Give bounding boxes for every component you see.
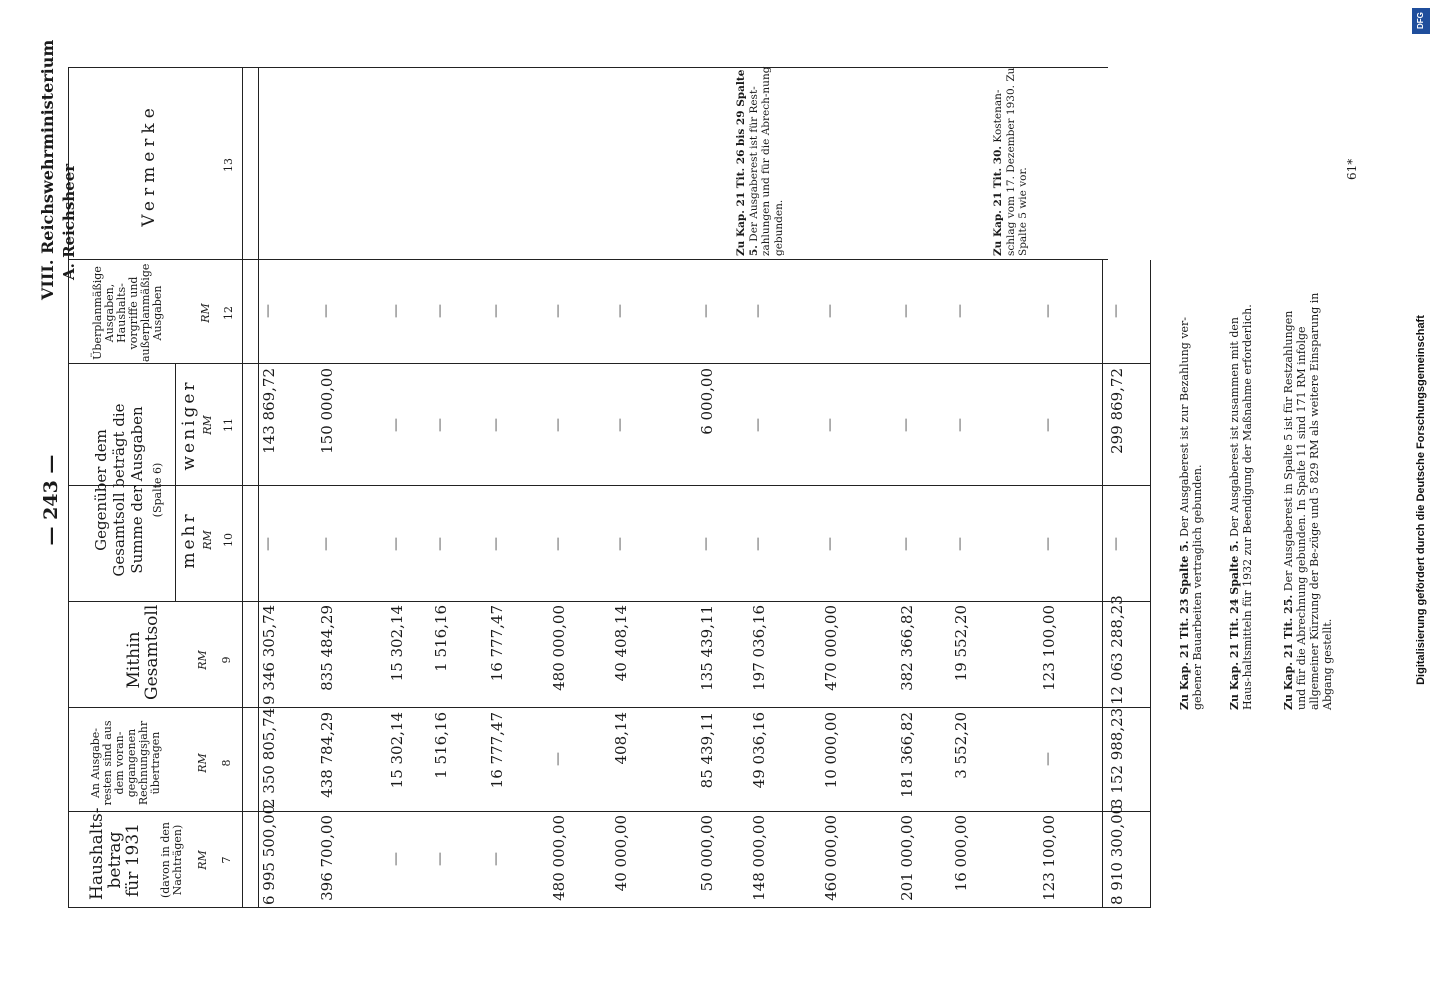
row-1-c7-cell: 6 995 500,00 xyxy=(260,804,278,905)
row-4-c12-cell: — xyxy=(432,304,448,318)
row-9-c10-cell: — xyxy=(750,537,766,551)
row-8-c9-cell: 135 439,11 xyxy=(698,605,716,691)
col10-unit: RM xyxy=(201,530,214,550)
row-2-c12-cell: — xyxy=(318,304,334,318)
remark-text: Kostenan-schlag vom 17. Dezember 1930. Zu Spalte 5 wie vor. xyxy=(992,67,1029,256)
group-split-rule xyxy=(175,485,242,486)
row-9-c9-cell: 197 036,16 xyxy=(750,605,768,691)
col12-number: 12 xyxy=(222,306,235,320)
row-3-c12-cell: — xyxy=(388,304,404,318)
row-7-c8-cell: 408,14 xyxy=(612,712,630,765)
watermark-text: Digitalisierung gefördert durch die Deutsche Forschungsgemeinschaft xyxy=(1415,315,1427,685)
group-title: Gegenüber dem Gesamtsoll beträgt die Summe der Ausgaben xyxy=(92,403,146,577)
colnum-bottom-rule xyxy=(258,68,259,908)
total-bottom-rule xyxy=(1150,260,1151,908)
remark-tit-26-29 xyxy=(735,66,785,256)
row-1-c11-cell: 143 869,72 xyxy=(260,368,278,454)
total-c8-cell: 3 152 988,23 xyxy=(1108,707,1126,808)
row-6-c12-cell: — xyxy=(550,304,566,318)
row-3-c10-cell: — xyxy=(388,537,404,551)
row-11-c10-cell: — xyxy=(898,537,914,551)
row-9-c12-cell: — xyxy=(750,304,766,318)
col11-title: weniger xyxy=(179,379,199,471)
col10-number: 10 xyxy=(222,533,235,547)
column-rule xyxy=(68,67,1108,68)
dfg-logo: DFG xyxy=(1412,8,1430,34)
row-3-c8-cell: 15 302,14 xyxy=(388,712,406,789)
row-4-c10-cell: — xyxy=(432,537,448,551)
row-6-c9-cell: 480 000,00 xyxy=(550,605,568,691)
row-4-c9-cell: 1 516,16 xyxy=(432,605,450,672)
row-10-c12-cell: — xyxy=(822,304,838,318)
row-7-c12-cell: — xyxy=(612,304,628,318)
row-11-c11-cell: — xyxy=(898,418,914,432)
row-4-c7-cell: — xyxy=(432,852,448,866)
col7-number: 7 xyxy=(220,856,233,864)
row-5-c8-cell: 16 777,47 xyxy=(488,712,506,789)
row-2-c8-cell: 438 784,29 xyxy=(318,712,336,798)
row-11-c9-cell: 382 366,82 xyxy=(898,605,916,691)
row-9-c7-cell: 148 000,00 xyxy=(750,815,768,901)
row-3-c9-cell: 15 302,14 xyxy=(388,605,406,682)
column-rule xyxy=(68,811,1150,812)
row-3-c7-cell: — xyxy=(388,852,404,866)
row-5-c11-cell: — xyxy=(488,418,504,432)
division-title: A. Reichsheer xyxy=(60,163,78,280)
row-7-c10-cell: — xyxy=(612,537,628,551)
col8-title: An Ausgabe-resten sind aus dem voran-gegangenen Rechnungsjahr übertragen xyxy=(89,720,162,806)
col9-number: 9 xyxy=(220,656,233,664)
row-13-c10-cell: — xyxy=(1040,537,1056,551)
row-10-c9-cell: 470 000,00 xyxy=(822,605,840,691)
col12-unit: RM xyxy=(199,303,212,323)
row-12-c7-cell: 16 000,00 xyxy=(952,815,970,892)
col11-number: 11 xyxy=(222,418,235,432)
column-rule xyxy=(68,363,1150,364)
footnote-head: Zu Kap. 21 Tit. 25. xyxy=(1282,594,1295,710)
col9-title: Mithin Gesamtsoll xyxy=(124,604,162,700)
row-13-c11-cell: — xyxy=(1040,418,1056,432)
row-13-c7-cell: 123 100,00 xyxy=(1040,815,1058,901)
col13-title: Vermerke xyxy=(139,103,159,227)
row-6-c11-cell: — xyxy=(550,418,566,432)
row-8-c8-cell: 85 439,11 xyxy=(698,712,716,789)
row-10-c8-cell: 10 000,00 xyxy=(822,712,840,789)
row-2-c10-cell: — xyxy=(318,537,334,551)
col7-sub: (davon in den Nachträgen) xyxy=(159,821,184,899)
row-9-c8-cell: 49 036,16 xyxy=(750,712,768,789)
row-7-c7-cell: 40 000,00 xyxy=(612,815,630,892)
row-9-c11-cell: — xyxy=(750,418,766,432)
footnote-head: Zu Kap. 21 Tit. 24 Spalte 5. xyxy=(1228,540,1241,710)
footnote-text: Der Ausgaberest in Spalte 5 ist für Restzahlungen und für die Abrechnung gebunden. In Spalte 11 sind 171 RM infolge allgemeiner Kürzung der Be-züge und 5 829 RM als weitere Einsparung in Abgang gestellt. xyxy=(1282,292,1334,710)
footnote-text: Der Ausgaberest ist zusammen mit den Haus-haltsmitteln für 1932 zur Beendigung der Maßnahme erforderlich. xyxy=(1228,304,1254,710)
row-6-c8-cell: — xyxy=(550,752,566,766)
row-13-c8-cell: — xyxy=(1040,752,1056,766)
row-6-c7-cell: 480 000,00 xyxy=(550,815,568,901)
remark-tit-30 xyxy=(992,66,1030,256)
row-8-c11-cell: 6 000,00 xyxy=(698,368,716,435)
row-4-c11-cell: — xyxy=(432,418,448,432)
col13-number: 13 xyxy=(222,158,235,172)
row-10-c7-cell: 460 000,00 xyxy=(822,815,840,901)
group-sub: (Spalte 6) xyxy=(151,462,164,518)
row-5-c7-cell: — xyxy=(488,852,504,866)
row-1-c9-cell: 9 346 305,74 xyxy=(260,604,278,705)
total-c9-cell: 12 063 288,23 xyxy=(1108,595,1126,705)
row-8-c12-cell: — xyxy=(698,304,714,318)
row-13-c12-cell: — xyxy=(1040,304,1056,318)
row-7-c11-cell: — xyxy=(612,418,628,432)
row-7-c9-cell: 40 408,14 xyxy=(612,605,630,682)
row-5-c9-cell: 16 777,47 xyxy=(488,605,506,682)
total-c10-cell: — xyxy=(1108,537,1124,551)
row-5-c12-cell: — xyxy=(488,304,504,318)
row-1-c12-cell: — xyxy=(260,304,276,318)
col11-unit: RM xyxy=(201,415,214,435)
row-10-c11-cell: — xyxy=(822,418,838,432)
row-4-c8-cell: 1 516,16 xyxy=(432,712,450,779)
group-divider-rule xyxy=(175,364,176,602)
col7-unit: RM xyxy=(196,850,209,870)
remark-head: Zu Kap. 21 Tit. 30. xyxy=(992,145,1004,256)
column-rule xyxy=(68,907,1150,908)
row-8-c10-cell: — xyxy=(698,537,714,551)
row-1-c8-cell: 2 350 805,74 xyxy=(260,707,278,808)
header-bottom-rule xyxy=(242,68,243,908)
column-rule xyxy=(68,707,1150,708)
table-top-rule xyxy=(68,68,69,908)
col10-title: mehr xyxy=(179,511,199,569)
col7-title: Haushalts-betrag für 1931 xyxy=(87,807,143,900)
remark-text: Der Ausgaberest ist für Rest-zahlungen und für die Abrech-nung gebunden. xyxy=(747,66,785,256)
row-12-c9-cell: 19 552,20 xyxy=(952,605,970,682)
remark-head: Zu Kap. 21 Tit. 26 bis 29 Spalte 5. xyxy=(735,69,760,256)
row-11-c7-cell: 201 000,00 xyxy=(898,815,916,901)
row-2-c9-cell: 835 484,29 xyxy=(318,605,336,691)
col12-title: Überplanmäßige Ausgaben, Haushalts-vorgriffe und außerplanmäßige Ausgaben xyxy=(91,263,164,362)
sheet-mark: 61* xyxy=(1345,158,1359,180)
row-12-c11-cell: — xyxy=(952,418,968,432)
footnote-head: Zu Kap. 21 Tit. 23 Spalte 5. xyxy=(1178,540,1191,710)
footnote-tit-24 xyxy=(1228,290,1254,710)
row-2-c11-cell: 150 000,00 xyxy=(318,368,336,454)
column-rule xyxy=(68,601,1150,602)
row-10-c10-cell: — xyxy=(822,537,838,551)
row-13-c9-cell: 123 100,00 xyxy=(1040,605,1058,691)
total-c7-cell: 8 910 300,00 xyxy=(1108,804,1126,905)
row-12-c8-cell: 3 552,20 xyxy=(952,712,970,779)
footnote-tit-25 xyxy=(1282,290,1334,710)
row-8-c7-cell: 50 000,00 xyxy=(698,815,716,892)
footnote-text: Der Ausgaberest ist zur Bezahlung ver-gebener Bauarbeiten vertraglich gebunden. xyxy=(1178,316,1204,710)
row-11-c8-cell: 181 366,82 xyxy=(898,712,916,798)
watermark-strip xyxy=(1408,0,1434,1000)
row-1-c10-cell: — xyxy=(260,537,276,551)
col8-number: 8 xyxy=(220,759,233,767)
row-6-c10-cell: — xyxy=(550,537,566,551)
row-12-c12-cell: — xyxy=(952,304,968,318)
col8-unit: RM xyxy=(196,753,209,773)
row-11-c12-cell: — xyxy=(898,304,914,318)
ministry-title: VIII. Reichswehrministerium xyxy=(38,39,57,300)
row-5-c10-cell: — xyxy=(488,537,504,551)
total-c11-cell: 299 869,72 xyxy=(1108,368,1126,454)
page-number: — 243 — xyxy=(40,454,62,546)
footnote-tit-23 xyxy=(1178,290,1204,710)
row-12-c10-cell: — xyxy=(952,537,968,551)
col9-unit: RM xyxy=(196,650,209,670)
row-3-c11-cell: — xyxy=(388,418,404,432)
row-2-c7-cell: 396 700,00 xyxy=(318,815,336,901)
total-c12-cell: — xyxy=(1108,304,1124,318)
